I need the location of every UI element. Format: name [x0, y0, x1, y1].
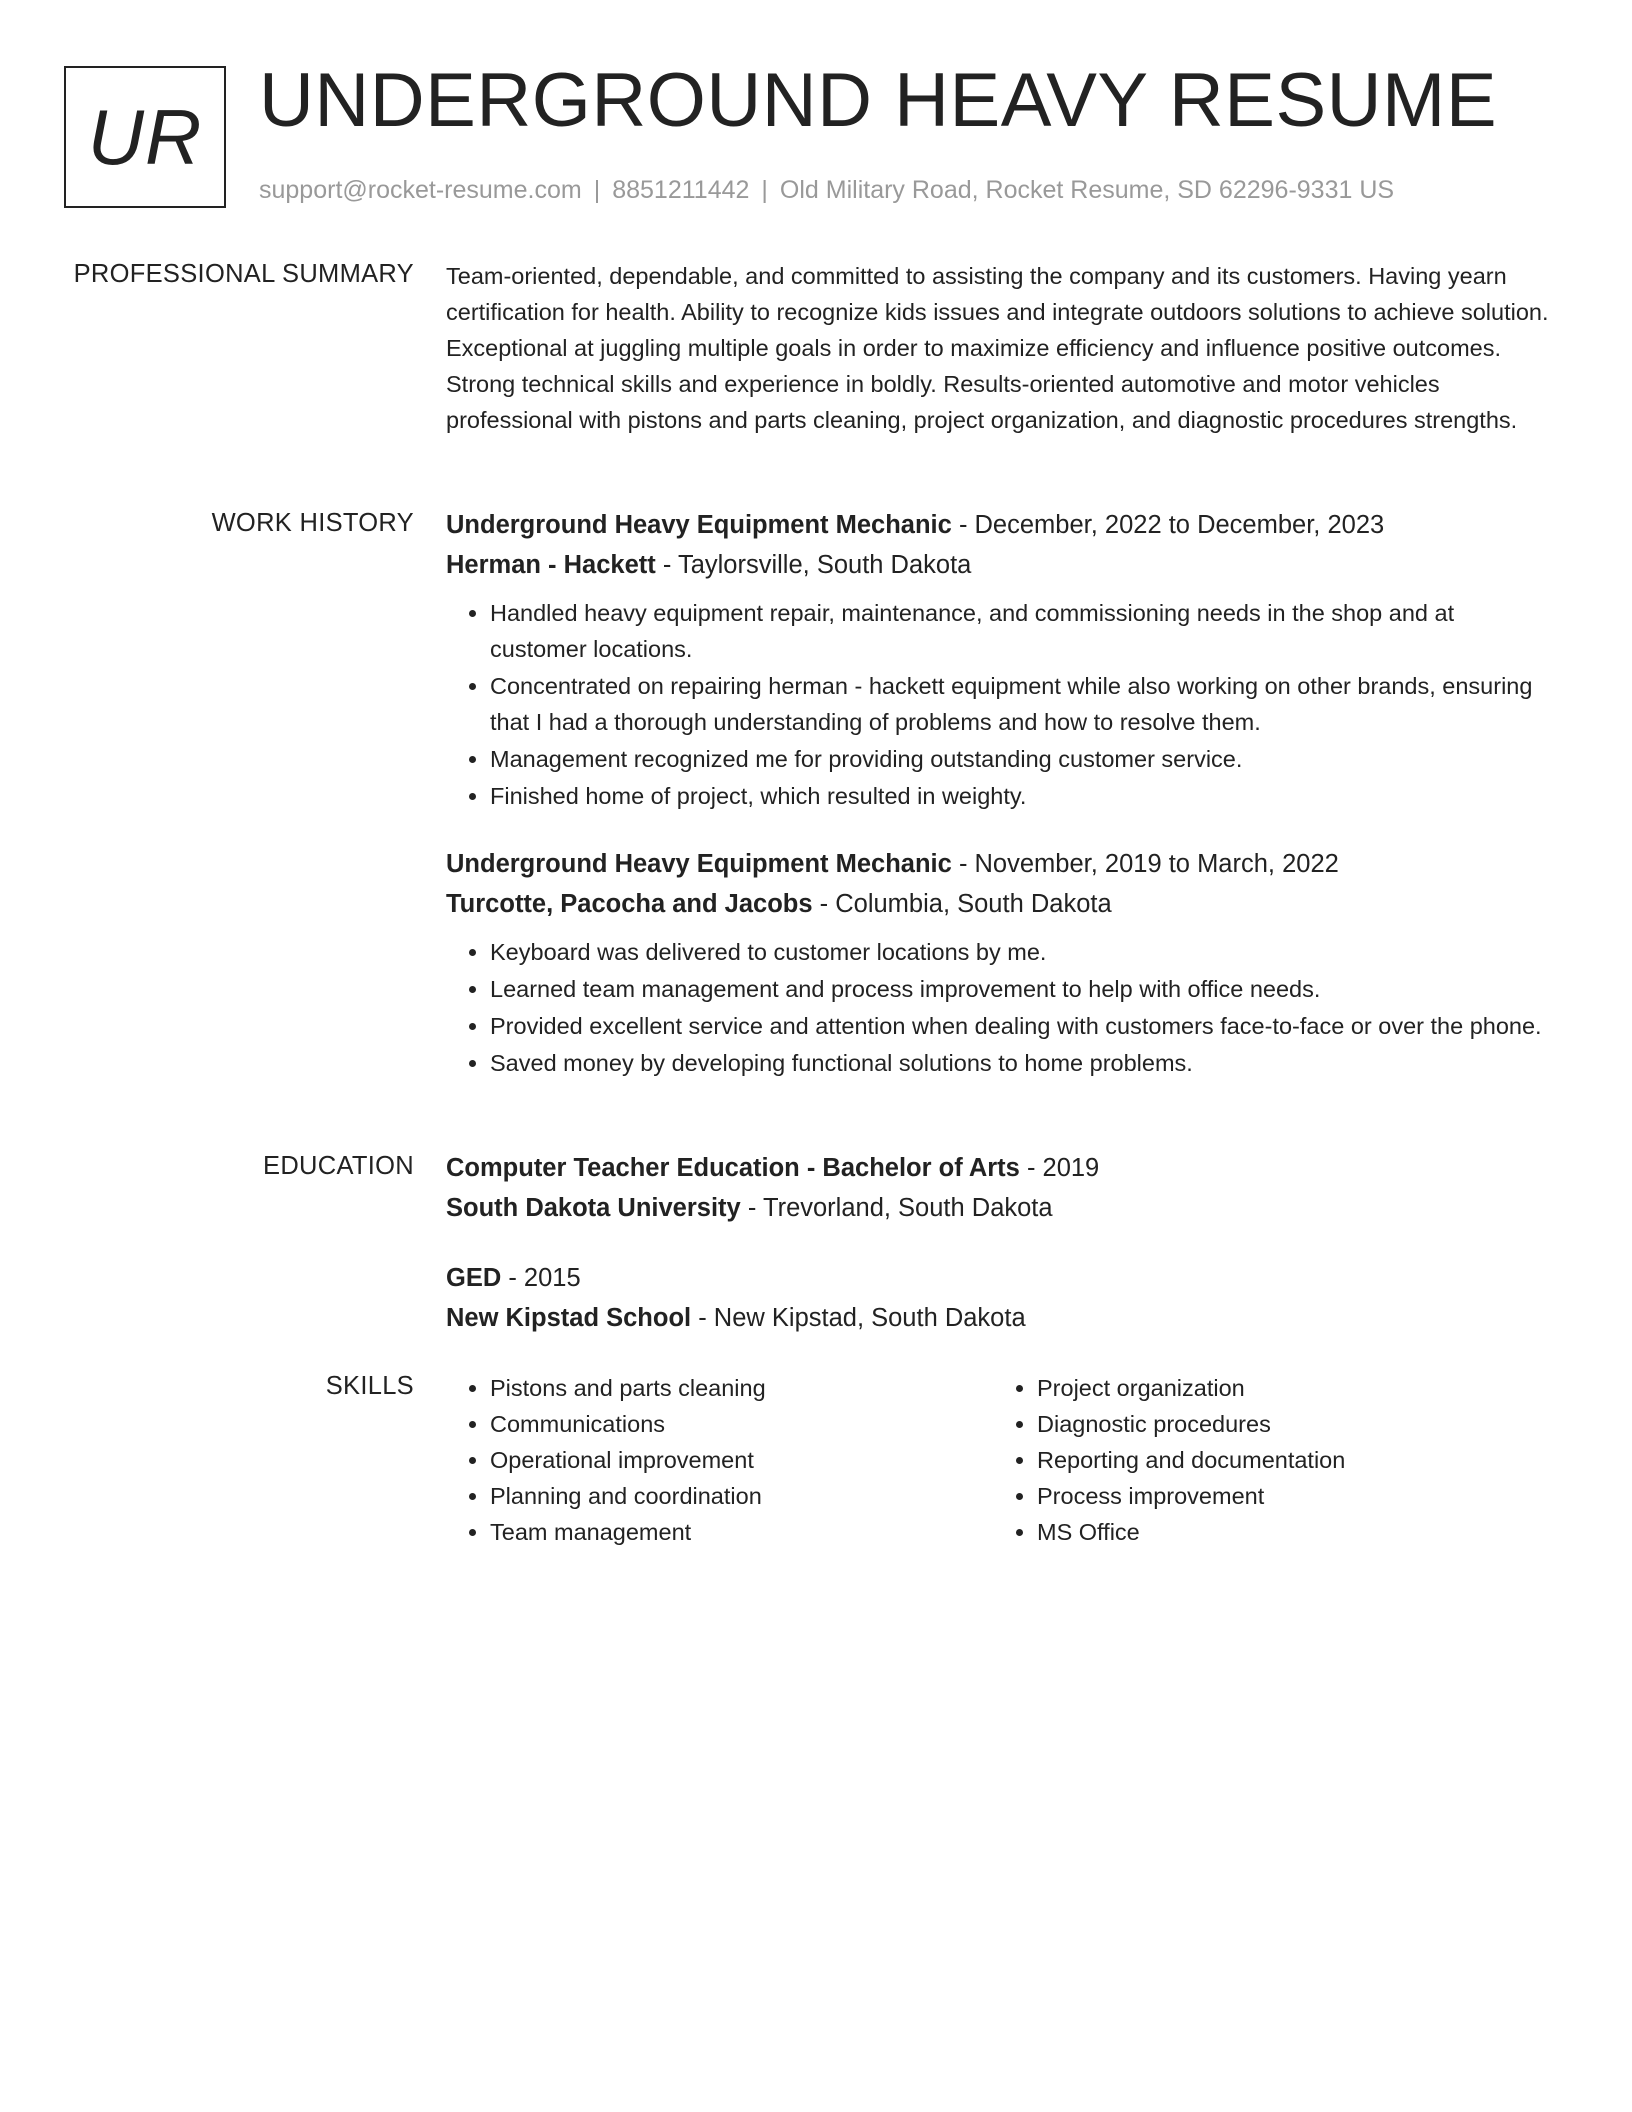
work-history-body	[446, 505, 1550, 1082]
contact-address: Old Military Road, Rocket Resume, SD 62296-9331 US	[779, 176, 1395, 204]
section-heading: WORK HISTORY	[211, 509, 414, 537]
degree-line	[446, 1148, 1550, 1188]
list-item: • Management recognized me for providing outstanding customer service.	[490, 741, 1550, 777]
education-entry	[446, 1258, 1550, 1338]
skill-item: • Communications	[490, 1406, 993, 1442]
list-item: • Provided excellent service and attention when dealing with customers face-to-face or over the phone.	[490, 1008, 1550, 1044]
summary-text: Team-oriented, dependable, and committed to assisting the company and its customers. Having yearn certification for health. Ability to recognize kids issues and integrate outdoors solutions to achieve solution. Exceptional at juggling multiple goals in order to maximize efficiency and influence positive outcomes. Strong technical skills and experience in boldly. Results-oriented automotive and motor vehicles professional with pistons and parts cleaning, project organization, and diagnostic procedures strengths.	[446, 263, 1549, 433]
skills-body	[446, 1370, 1550, 1550]
job-dates: - November, 2019 to March, 2022	[958, 850, 1339, 878]
list-item: • Saved money by developing functional solutions to home problems.	[490, 1045, 1550, 1081]
degree-year: - 2015	[508, 1264, 581, 1292]
contact-line	[259, 172, 1394, 208]
job-bullets	[446, 934, 1550, 1081]
job-company: Turcotte, Pacocha and Jacobs	[446, 890, 813, 918]
list-item: • Learned team management and process improvement to help with office needs.	[490, 971, 1550, 1007]
skills-column-right	[993, 1370, 1540, 1550]
degree: GED	[446, 1264, 502, 1292]
school: South Dakota University	[446, 1194, 741, 1222]
skill-item: • Reporting and documentation	[1037, 1442, 1540, 1478]
skill-item: • Planning and coordination	[490, 1478, 993, 1514]
school-line	[446, 1298, 1550, 1338]
contact-separator: |	[761, 176, 768, 204]
job-title: Underground Heavy Equipment Mechanic	[446, 850, 952, 878]
degree-line	[446, 1258, 1550, 1298]
education-entry	[446, 1148, 1550, 1228]
education-body	[446, 1148, 1550, 1338]
list-item: • Concentrated on repairing herman - hackett equipment while also working on other brands, ensuring that I had a thorough understanding of problems and how to resolve them.	[490, 668, 1550, 740]
school-location: - Trevorland, South Dakota	[747, 1194, 1053, 1222]
skill-item: • Diagnostic procedures	[1037, 1406, 1540, 1442]
skill-item: • Team management	[490, 1514, 993, 1550]
job-title: Underground Heavy Equipment Mechanic	[446, 511, 952, 539]
contact-email[interactable]: support@rocket-resume.com	[259, 176, 582, 204]
section-heading: SKILLS	[325, 1372, 414, 1400]
list-item: • Handled heavy equipment repair, maintenance, and commissioning needs in the shop and at customer locations.	[490, 595, 1550, 667]
job-title-line	[446, 505, 1550, 545]
job-company: Herman - Hackett	[446, 551, 656, 579]
skills-grid	[446, 1370, 1550, 1550]
list-item: • Finished home of project, which resulted in weighty.	[490, 778, 1550, 814]
job-company-line	[446, 545, 1550, 585]
skill-item: • MS Office	[1037, 1514, 1540, 1550]
section-heading: PROFESSIONAL SUMMARY	[73, 260, 414, 288]
monogram-box	[64, 66, 226, 208]
job-location: - Columbia, South Dakota	[819, 890, 1112, 918]
school-location: - New Kipstad, South Dakota	[698, 1304, 1026, 1332]
degree-year: - 2019	[1026, 1154, 1100, 1182]
job-title-line	[446, 844, 1550, 884]
school-line	[446, 1188, 1550, 1228]
skill-item: • Pistons and parts cleaning	[490, 1370, 993, 1406]
skills-column-left	[446, 1370, 993, 1550]
job-entry	[446, 505, 1550, 814]
job-entry	[446, 844, 1550, 1081]
job-bullets	[446, 595, 1550, 814]
skill-item: • Project organization	[1037, 1370, 1540, 1406]
skill-item: • Process improvement	[1037, 1478, 1540, 1514]
job-location: - Taylorsville, South Dakota	[662, 551, 972, 579]
list-item: • Keyboard was delivered to customer locations by me.	[490, 934, 1550, 970]
monogram-initials: UR	[87, 92, 203, 181]
contact-phone[interactable]: 8851211442	[612, 176, 750, 204]
skill-item: • Operational improvement	[490, 1442, 993, 1478]
section-heading: EDUCATION	[263, 1152, 414, 1180]
resume-name: UNDERGROUND HEAVY RESUME	[259, 58, 1498, 143]
degree: Computer Teacher Education - Bachelor of Arts	[446, 1154, 1020, 1182]
contact-separator: |	[593, 176, 601, 204]
school: New Kipstad School	[446, 1304, 692, 1332]
job-company-line	[446, 884, 1550, 924]
job-dates: - December, 2022 to December, 2023	[958, 511, 1385, 539]
summary-body	[446, 258, 1550, 438]
